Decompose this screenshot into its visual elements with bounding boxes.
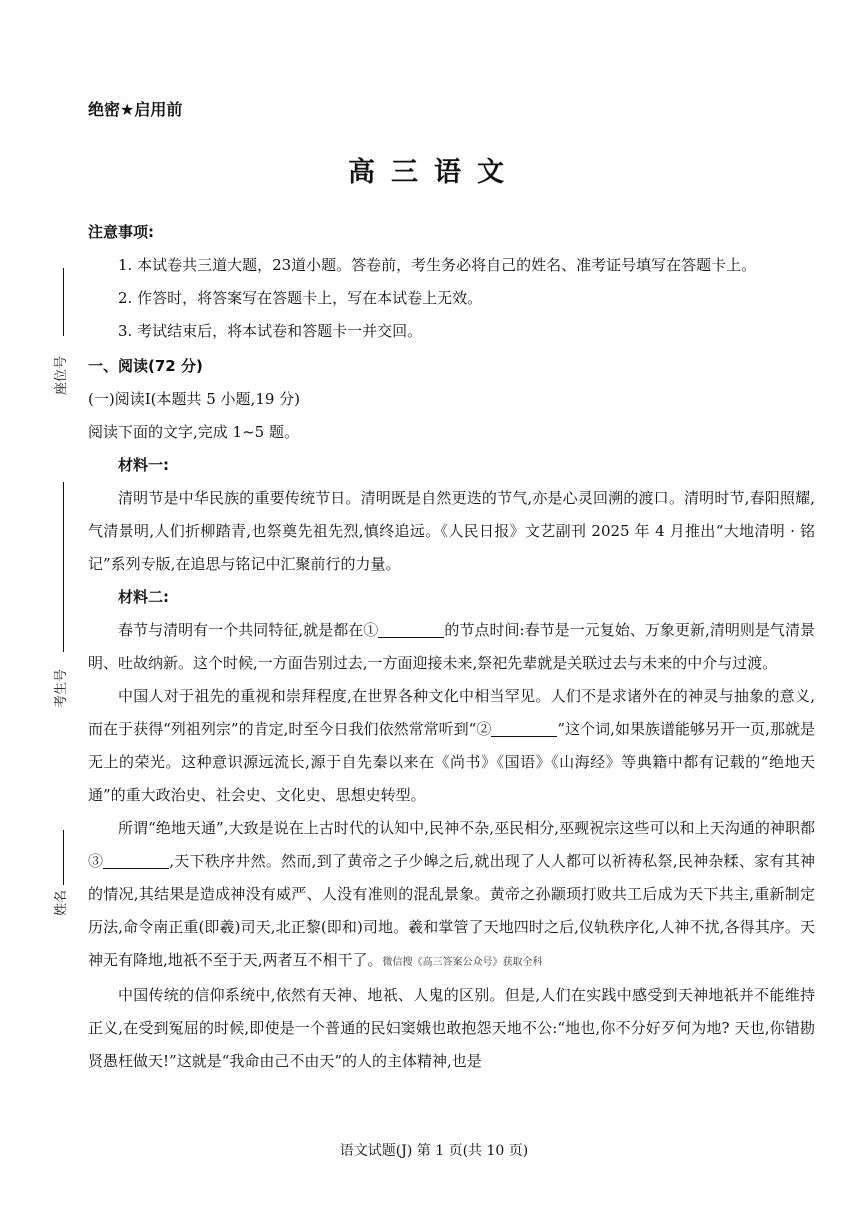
name-label: 姓名 (54, 889, 69, 916)
confidential-label: 绝密★启用前 (88, 100, 183, 119)
material-1-label: 材料一: (118, 456, 169, 474)
name-line (63, 830, 64, 885)
section-subtitle: (一)阅读Ⅰ(本题共 5 小题,19 分) (88, 390, 301, 408)
material-2-paragraph-1 (88, 614, 815, 680)
seat-number-line (63, 268, 64, 336)
material-2-label: 材料二: (118, 588, 169, 606)
paragraph-text: ,天下秩序井然。然而,到了黄帝之子少皞之后,就出现了人人都可以祈祷私祭,民神杂糅、家有其神的情况,其结果是造成神没有威严、人没有准则的混乱景象。黄帝之孙颛顼打败共工后成为天下共主,重新制定历法,命令南正重(即羲)司天,北正黎(即和)司地。羲和掌管了天地四时之后,仪轨秩序化,人神不扰,各得其序。天神无有降地,地祇不至于天,两者互不相干了。 (88, 852, 815, 969)
paragraph-text: 春节与清明有一个共同特征,就是都在① (118, 621, 379, 639)
page-footer: 语文试题(J) 第 1 页(共 10 页) (339, 1143, 529, 1159)
material-2-paragraph-4: 中国传统的信仰系统中,依然有天神、地祇、人鬼的区别。但是,人们在实践中感受到天神地祇并不能维持正义,在受到冤屈的时候,即使是一个普通的民妇窦娥也敢抱怨天地不公:“地也,你不分好歹何为地? 天也,你错勘贤愚枉做天!”这就是“我命由己不由天”的人的主体精神,也是 (88, 986, 815, 1070)
notice-heading: 注意事项: (88, 223, 154, 241)
seat-number-label: 座位号 (54, 355, 69, 395)
paragraph-text: 的节点时间:春节是一元复始、万象更新,清明则是气清景明、吐故纳新。这个时候,一方面告别过去,一方面迎接未来,祭祀先辈就是关联过去与未来的中介与过渡。 (88, 621, 815, 672)
material-1-text: 清明节是中华民族的重要传统节日。清明既是自然更迭的节气,亦是心灵回溯的渡口。清明时节,春阳照耀,气清景明,人们折柳踏青,也祭奠先祖先烈,慎终追远。《人民日报》文艺副刊 2025 年 4 月推出“大地清明 · 铭记”系列专版,在追思与铭记中汇聚前行的力量。 (88, 489, 815, 573)
blank-3 (103, 850, 169, 869)
notice-item-1: 1. 本试卷共三道大题，23道小题。答卷前，考生务必将自己的姓名、准考证号填写在答题卡上。 (118, 256, 757, 274)
exam-number-label: 考生号 (54, 668, 69, 708)
exam-number-line (63, 482, 64, 652)
paragraph-text: 中国人对于祖先的重视和崇拜程度,在世界各种文化中相当罕见。人们不是求诸外在的神灵与抽象的意义,而在于获得“列祖列宗”的肯定,时至今日我们依然常常听到“② (88, 687, 815, 738)
page-title: 高三语文 (348, 157, 520, 188)
paragraph-text: 所谓“绝地天通”,大致是说在上古时代的认知中,民神不杂,巫民相分,巫觋祝宗这些可以和上天沟通的神职都③ (88, 819, 815, 870)
paragraph-text: ”这个词,如果族谱能够另开一页,那就是无上的荣光。这种意识源远流长,源于自先秦以来在《尚书》《国语》《山海经》等典籍中都有记载的“绝地天通”的重大政治史、社会史、文化史、思想史转型。 (88, 720, 815, 804)
material-2-paragraph-3 (88, 812, 815, 979)
watermark-text: 微信搜《高三答案公众号》获取全科 (382, 957, 543, 968)
notice-item-2: 2. 作答时，将答案写在答题卡上，写在本试卷上无效。 (118, 289, 483, 307)
blank-1 (378, 619, 444, 638)
section-title: 一、阅读(72 分) (88, 357, 203, 375)
page-content (88, 216, 815, 1078)
blank-2 (491, 718, 557, 737)
notice-item-3: 3. 考试结束后，将本试卷和答题卡一并交回。 (118, 322, 423, 340)
material-2-paragraph-2 (88, 680, 815, 812)
section-instruction: 阅读下面的文字,完成 1~5 题。 (88, 423, 299, 441)
